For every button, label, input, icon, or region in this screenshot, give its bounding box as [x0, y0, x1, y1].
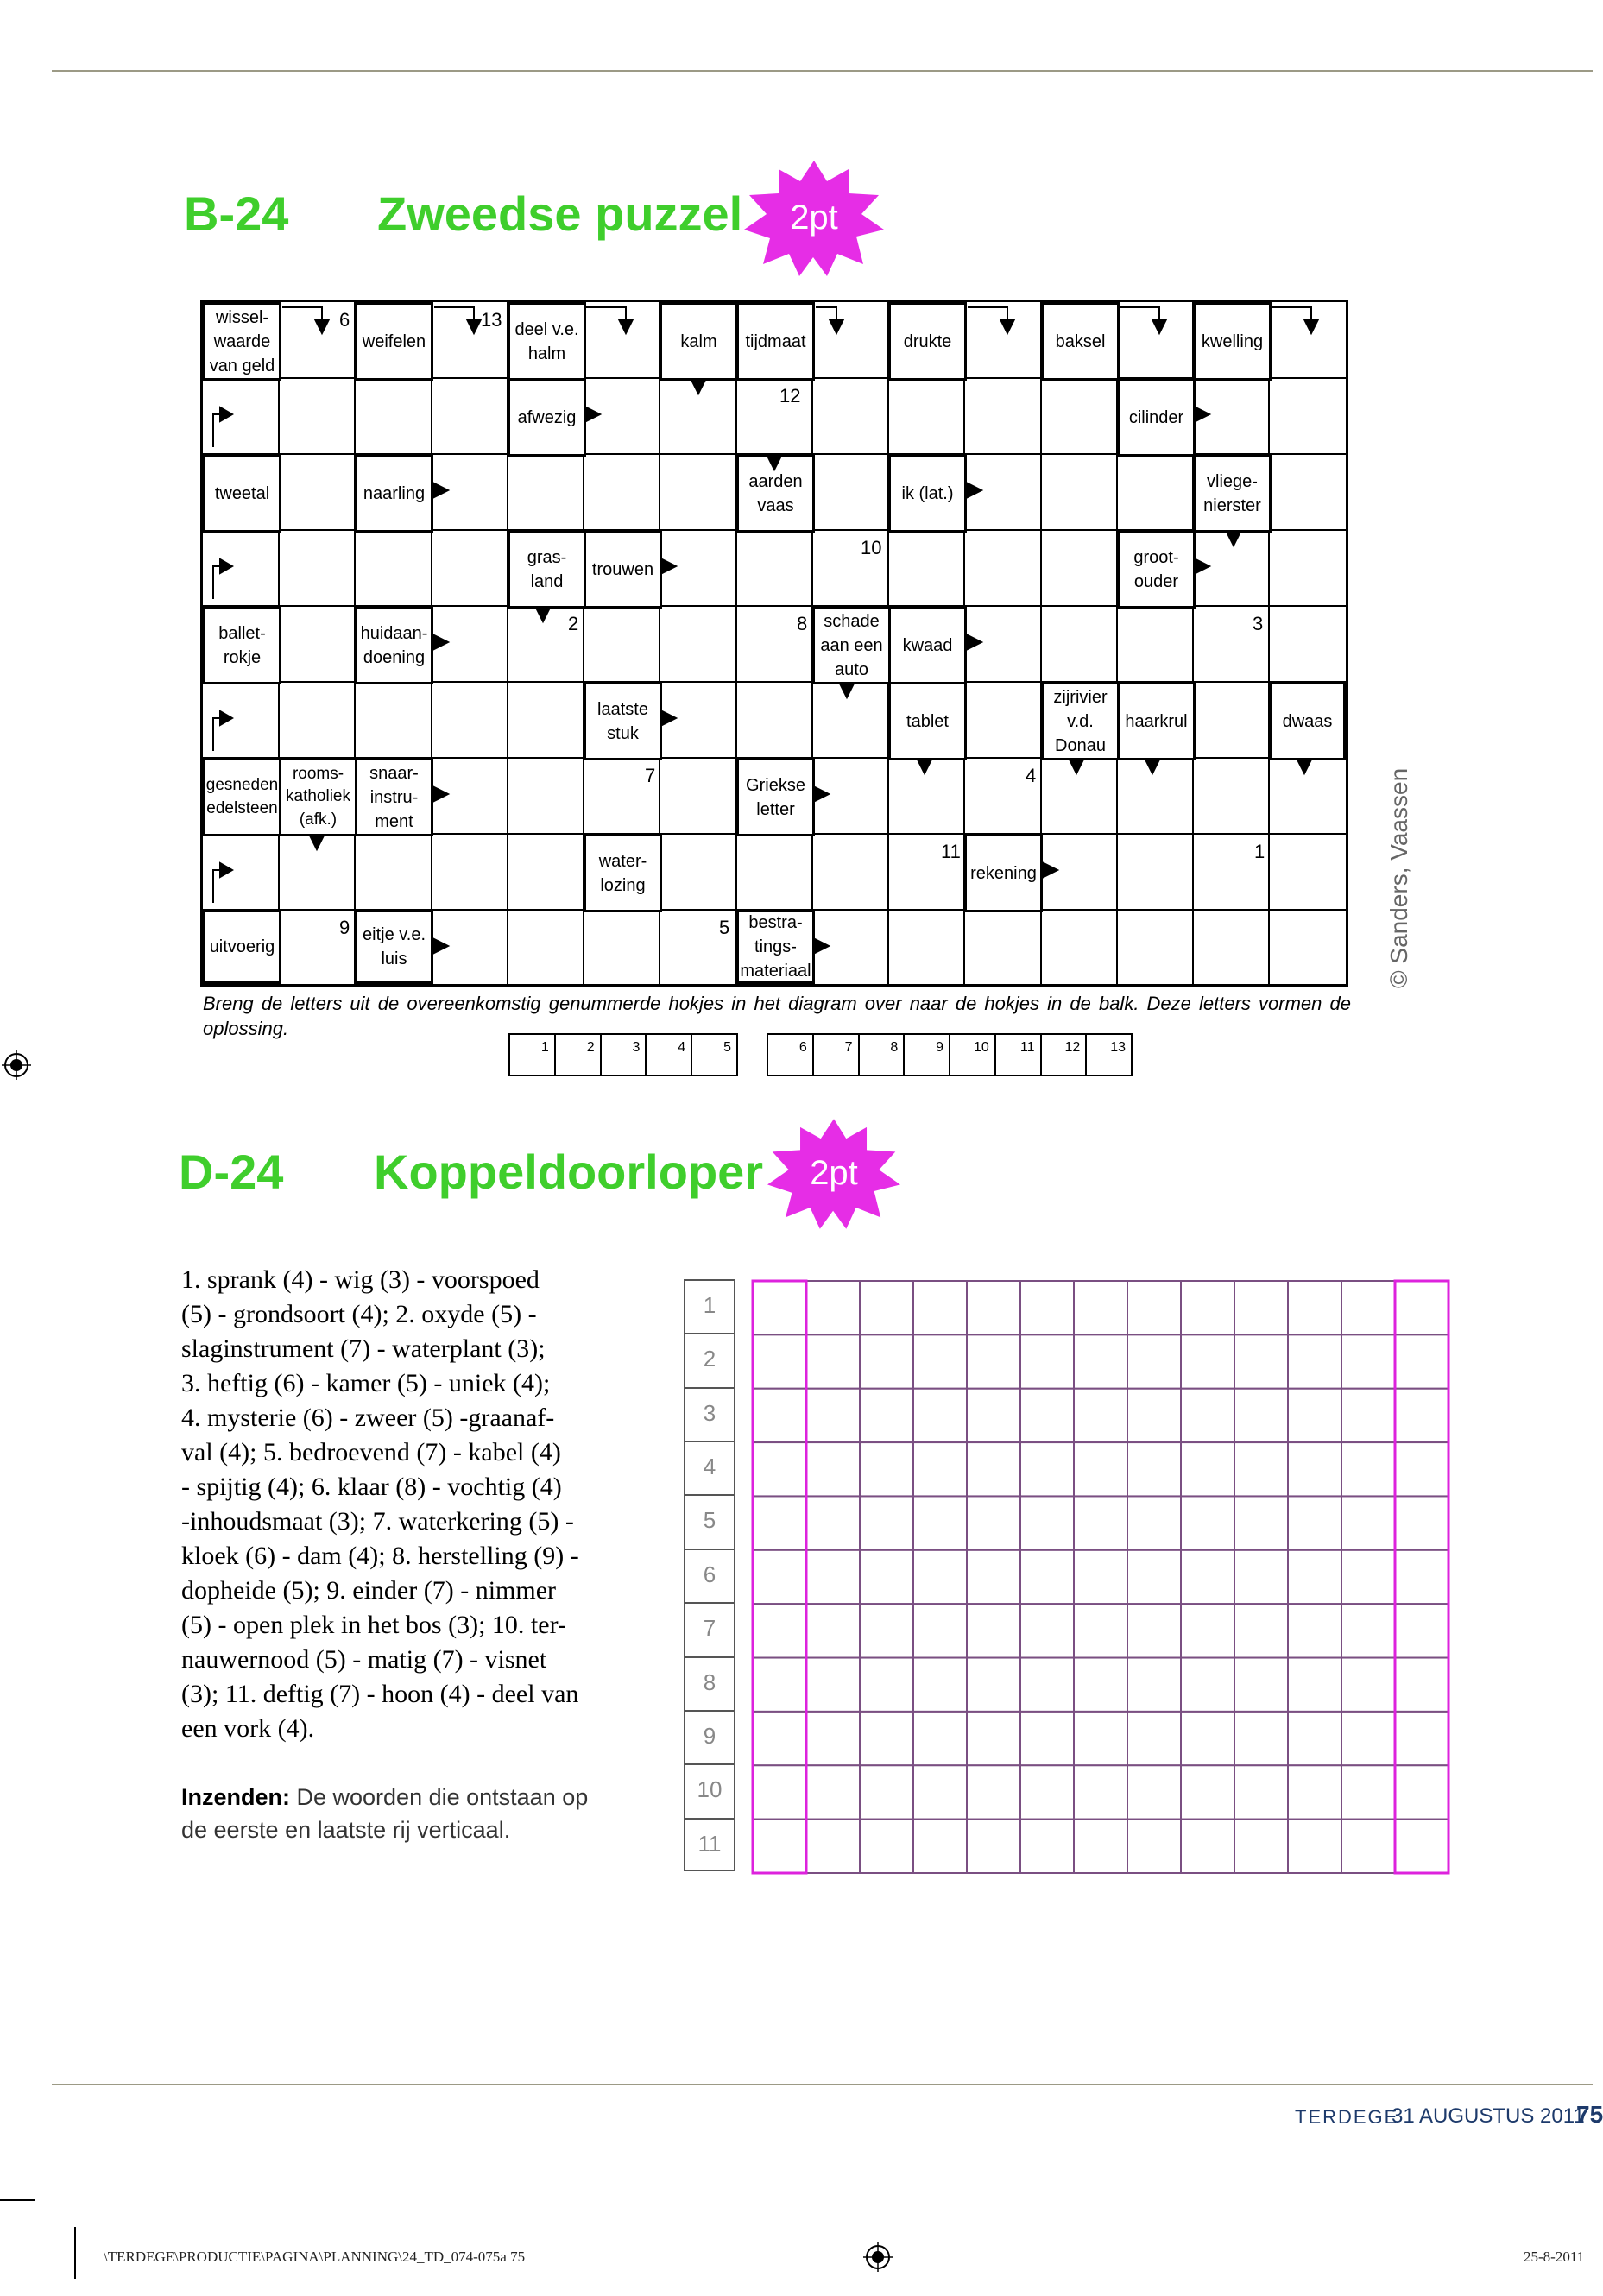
- top-rule: [52, 70, 1593, 72]
- grid-cell[interactable]: [1234, 1658, 1288, 1712]
- grid-cell[interactable]: [806, 1550, 860, 1604]
- grid-cell[interactable]: [1074, 1765, 1127, 1819]
- grid-cell[interactable]: [1234, 1281, 1288, 1334]
- grid-cell[interactable]: [967, 1820, 1020, 1873]
- clue-cell: deel v.e. halm: [508, 302, 586, 381]
- clue-cell: trouwen: [584, 530, 662, 609]
- grid-cell[interactable]: [1127, 1442, 1181, 1496]
- grid-cell[interactable]: [1341, 1550, 1395, 1604]
- grid-cell[interactable]: [1395, 1550, 1448, 1604]
- grid-cell[interactable]: [1074, 1281, 1127, 1334]
- solution-cell[interactable]: 11: [996, 1035, 1042, 1075]
- cell-number: 3: [1253, 613, 1264, 634]
- clue-cell: laatste stuk: [584, 682, 662, 760]
- solution-cell[interactable]: 7: [814, 1035, 860, 1075]
- cell-number: 8: [797, 613, 808, 634]
- footer-date: 31 AUGUSTUS 2011: [1392, 2104, 1585, 2128]
- grid-cell[interactable]: [860, 1712, 913, 1765]
- cell-number: 7: [645, 765, 656, 786]
- grid-cell[interactable]: [913, 1496, 967, 1549]
- grid-cell[interactable]: [1181, 1389, 1234, 1442]
- grid-cell[interactable]: [1127, 1281, 1181, 1334]
- puzzle1-title: Zweedse puzzel: [377, 186, 743, 241]
- grid-cell[interactable]: [1127, 1604, 1181, 1657]
- grid-cell[interactable]: [1074, 1658, 1127, 1712]
- grid-cell[interactable]: [860, 1820, 913, 1873]
- row-number: 6: [684, 1549, 735, 1602]
- grid-cell[interactable]: [1288, 1550, 1341, 1604]
- solution-cell[interactable]: 5: [723, 1040, 731, 1055]
- grid-cell[interactable]: [1020, 1389, 1074, 1442]
- solution-cell[interactable]: 9: [905, 1035, 950, 1075]
- solution-bar-right[interactable]: [767, 1033, 1133, 1076]
- grid-cell[interactable]: [860, 1389, 913, 1442]
- grid-cell[interactable]: [913, 1765, 967, 1819]
- row-number: 10: [684, 1763, 735, 1817]
- cell-number: 6: [339, 309, 350, 331]
- grid-cell[interactable]: [1234, 1604, 1288, 1657]
- solution-bar-left[interactable]: [508, 1033, 738, 1076]
- grid-cell[interactable]: [1181, 1334, 1234, 1388]
- grid-cell[interactable]: [1288, 1820, 1341, 1873]
- grid-cell[interactable]: [753, 1550, 806, 1604]
- registration-mark-icon: [863, 2242, 893, 2272]
- clue-cell: dwaas: [1269, 682, 1346, 760]
- grid-cell[interactable]: [860, 1496, 913, 1549]
- clue-cell: tablet: [888, 682, 967, 760]
- grid-cell[interactable]: [913, 1820, 967, 1873]
- cell-number: 5: [719, 917, 730, 938]
- registration-mark-icon: [2, 1050, 31, 1080]
- grid-cell[interactable]: [1234, 1820, 1288, 1873]
- solution-cell[interactable]: 10: [950, 1035, 996, 1075]
- grid-cell[interactable]: [806, 1281, 860, 1334]
- grid-cell[interactable]: [1341, 1820, 1395, 1873]
- clue-cell: gras- land: [508, 530, 586, 609]
- grid-cell[interactable]: [967, 1712, 1020, 1765]
- puzzle1-code: B-24: [184, 186, 289, 241]
- grid-cell[interactable]: [1395, 1281, 1448, 1334]
- grid-cell[interactable]: [913, 1442, 967, 1496]
- clue-cell: aarden vaas: [736, 454, 815, 533]
- clue-cell: vliege- nierster: [1193, 454, 1272, 533]
- grid-cell[interactable]: [1288, 1389, 1341, 1442]
- grid-cell[interactable]: [1395, 1820, 1448, 1873]
- footer-brand: TERDEGE: [1295, 2106, 1399, 2128]
- grid-cell[interactable]: [1234, 1550, 1288, 1604]
- clue-cell: gesneden edelsteen: [203, 758, 281, 836]
- cell-number: 2: [568, 613, 579, 634]
- grid-cell[interactable]: [1288, 1496, 1341, 1549]
- grid-cell[interactable]: [1341, 1658, 1395, 1712]
- solution-cell[interactable]: 1: [510, 1035, 556, 1075]
- grid-cell[interactable]: [1074, 1604, 1127, 1657]
- puzzle2-code: D-24: [179, 1145, 284, 1199]
- slug-path: \TERDEGE\PRODUCTIE\PAGINA\PLANNING\24_TD_074-075a 75: [104, 2249, 526, 2265]
- grid-cell[interactable]: [1288, 1334, 1341, 1388]
- grid-cell[interactable]: [1341, 1712, 1395, 1765]
- grid-cell[interactable]: [1020, 1712, 1074, 1765]
- clue-cell: naarling: [355, 454, 433, 533]
- grid-cell[interactable]: [860, 1334, 913, 1388]
- grid-cell[interactable]: [1074, 1550, 1127, 1604]
- grid-cell[interactable]: [1074, 1496, 1127, 1549]
- grid-cell[interactable]: [1288, 1604, 1341, 1657]
- solution-cell[interactable]: 12: [1042, 1035, 1088, 1075]
- grid-cell[interactable]: [1395, 1442, 1448, 1496]
- grid-cell[interactable]: [1341, 1442, 1395, 1496]
- grid-cell[interactable]: [806, 1334, 860, 1388]
- grid-cell[interactable]: [806, 1496, 860, 1549]
- grid-cell[interactable]: [1341, 1496, 1395, 1549]
- grid-cell[interactable]: [1234, 1765, 1288, 1819]
- grid-cell[interactable]: [1020, 1281, 1074, 1334]
- grid-cell[interactable]: [913, 1712, 967, 1765]
- puzzle1-instructions: Breng de letters uit de overeenkomstig genummerde hokjes in het diagram over naar de hokjes in de balk. Deze letters vormen de oplossing.: [203, 993, 1351, 1039]
- row-number: 11: [684, 1818, 735, 1871]
- grid-cell[interactable]: [967, 1281, 1020, 1334]
- clue-cell: snaar- instru- ment: [355, 758, 433, 836]
- row-number: 9: [684, 1710, 735, 1763]
- grid-cell[interactable]: [1074, 1712, 1127, 1765]
- clue-arrows: [203, 302, 1346, 984]
- grid-cell[interactable]: [753, 1334, 806, 1388]
- clue-cell: bestra- tings- materiaal: [736, 910, 815, 984]
- grid-cell[interactable]: [753, 1389, 806, 1442]
- slug-date: 25-8-2011: [1524, 2249, 1585, 2265]
- page-number: 75: [1576, 2101, 1603, 2128]
- grid-cell[interactable]: [1395, 1334, 1448, 1388]
- clue-cell: ik (lat.): [888, 454, 967, 533]
- clue-cell: kwaad: [888, 606, 967, 684]
- grid-cell[interactable]: [1181, 1658, 1234, 1712]
- grid-cell[interactable]: [1341, 1604, 1395, 1657]
- grid-cell[interactable]: [1234, 1496, 1288, 1549]
- grid-cell[interactable]: [1341, 1281, 1395, 1334]
- grid-cell[interactable]: [1127, 1334, 1181, 1388]
- grid-cell[interactable]: [1288, 1712, 1341, 1765]
- solution-cell[interactable]: 8: [860, 1035, 906, 1075]
- solution-cell[interactable]: 2: [556, 1035, 602, 1075]
- solution-cell[interactable]: 13: [1110, 1040, 1126, 1055]
- copyright: © Sanders, Vaassen: [1385, 767, 1412, 988]
- puzzle2-points-badge: 2pt: [767, 1116, 900, 1232]
- row-number: 8: [684, 1656, 735, 1710]
- grid-cell[interactable]: [1020, 1765, 1074, 1819]
- cell-number: 10: [861, 537, 882, 558]
- grid-cell[interactable]: [1395, 1712, 1448, 1765]
- grid-cell[interactable]: [1020, 1604, 1074, 1657]
- grid-cell[interactable]: [967, 1389, 1020, 1442]
- grid-cell[interactable]: [806, 1820, 860, 1873]
- grid-cell[interactable]: [806, 1658, 860, 1712]
- grid-cell[interactable]: [967, 1334, 1020, 1388]
- clue-cell: tijdmaat: [736, 302, 815, 381]
- grid-cell[interactable]: [1234, 1389, 1288, 1442]
- grid-cell[interactable]: [1020, 1496, 1074, 1549]
- grid-cell[interactable]: [1181, 1496, 1234, 1549]
- clue-cell: uitvoerig: [203, 910, 281, 984]
- clue-cell: kalm: [660, 302, 738, 381]
- submit-instructions: Inzenden: De woorden die ontstaan op de eerste en laatste rij verticaal.: [181, 1784, 589, 1843]
- grid-cell[interactable]: [1181, 1765, 1234, 1819]
- grid-cell[interactable]: [860, 1658, 913, 1712]
- grid-cell[interactable]: [1127, 1658, 1181, 1712]
- row-number: 3: [684, 1387, 735, 1441]
- grid-cell[interactable]: [806, 1604, 860, 1657]
- clue-cell: tweetal: [203, 454, 281, 533]
- grid-cell[interactable]: [967, 1604, 1020, 1657]
- grid-cell[interactable]: [913, 1658, 967, 1712]
- clue-cell: eitje v.e. luis: [355, 910, 433, 984]
- grid-cell[interactable]: [753, 1765, 806, 1819]
- grid-cell[interactable]: [860, 1765, 913, 1819]
- grid-cell[interactable]: [1074, 1442, 1127, 1496]
- grid-cell[interactable]: [753, 1658, 806, 1712]
- bottom-rule: [52, 2084, 1593, 2085]
- grid-cell[interactable]: [753, 1712, 806, 1765]
- grid-cell[interactable]: [753, 1820, 806, 1873]
- grid-cell[interactable]: [1020, 1550, 1074, 1604]
- cell-number: 9: [339, 917, 350, 938]
- grid-cell[interactable]: [1020, 1820, 1074, 1873]
- grid-cell[interactable]: [1181, 1442, 1234, 1496]
- grid-cell[interactable]: [1074, 1389, 1127, 1442]
- grid-cell[interactable]: [1181, 1604, 1234, 1657]
- grid-cell[interactable]: [1341, 1765, 1395, 1819]
- grid-cell[interactable]: [913, 1550, 967, 1604]
- grid-cell[interactable]: [1074, 1820, 1127, 1873]
- grid-cell[interactable]: [753, 1604, 806, 1657]
- koppeldoorloper-grid[interactable]: [751, 1279, 1450, 1875]
- clue-cell: ballet- rokje: [203, 606, 281, 684]
- grid-cell[interactable]: [967, 1658, 1020, 1712]
- row-number: 2: [684, 1333, 735, 1386]
- grid-cell[interactable]: [1181, 1281, 1234, 1334]
- grid-cell[interactable]: [1234, 1334, 1288, 1388]
- clue-cell: afwezig: [508, 378, 586, 457]
- grid-cell[interactable]: [1181, 1820, 1234, 1873]
- row-number: 7: [684, 1602, 735, 1656]
- grid-cell[interactable]: [753, 1442, 806, 1496]
- crop-mark: [0, 2199, 35, 2201]
- clue-cell: weifelen: [355, 302, 433, 381]
- grid-cell[interactable]: [806, 1712, 860, 1765]
- clue-cell: wissel- waarde van geld: [203, 302, 281, 381]
- grid-cell[interactable]: [1395, 1658, 1448, 1712]
- clue-cell: groot- ouder: [1117, 530, 1196, 609]
- grid-cell[interactable]: [1127, 1712, 1181, 1765]
- grid-cell[interactable]: [1288, 1281, 1341, 1334]
- grid-cell[interactable]: [1395, 1496, 1448, 1549]
- grid-cell[interactable]: [1234, 1712, 1288, 1765]
- grid-cell[interactable]: [1395, 1389, 1448, 1442]
- swedish-crossword-grid[interactable]: [200, 300, 1348, 987]
- cell-number: 11: [941, 841, 961, 862]
- koppeldoorloper-clues: 1. sprank (4) - wig (3) - voorspoed (5) - grondsoort (4); 2. oxyde (5) - slaginstrument (7) - waterplant (3); 3. heftig (6) - kamer (5) - uniek (4); 4. mysterie (6) - zweer (5) -graanaf- val (4); 5. bedroevend (7) - kabel (4) - spijtig (4); 6. klaar (8) - vochtig (4) -inhoudsmaat (3); 7. waterkering (5) - kloek (6) - dam (4); 8. herstelling (9) - dopheide (5); 9. einder (7) - nimmer (5) - open plek in het bos (3); 10. ter- nauwernood (5) - matig (7) - visnet (3); 11. deftig (7) - hoon (4) - deel van een vork (4).: [181, 1265, 579, 1743]
- clue-cell: baksel: [1041, 302, 1120, 381]
- grid-cell[interactable]: [1181, 1550, 1234, 1604]
- clue-cell: huidaan- doening: [355, 606, 433, 684]
- grid-cell[interactable]: [1020, 1442, 1074, 1496]
- grid-cell[interactable]: [860, 1281, 913, 1334]
- grid-cell[interactable]: [1020, 1658, 1074, 1712]
- puzzle2-title: Koppeldoorloper: [374, 1145, 764, 1199]
- clue-cell: schade aan een auto: [812, 606, 891, 684]
- grid-cell[interactable]: [1127, 1550, 1181, 1604]
- grid-cell[interactable]: [806, 1765, 860, 1819]
- grid-cell[interactable]: [913, 1604, 967, 1657]
- puzzle1-points-badge: 2pt: [744, 161, 884, 276]
- grid-cell[interactable]: [1234, 1442, 1288, 1496]
- solution-cell[interactable]: 6: [768, 1035, 814, 1075]
- grid-cell[interactable]: [967, 1765, 1020, 1819]
- clue-cell: rooms- katholiek (afk.): [279, 758, 357, 836]
- crop-mark: [74, 2227, 76, 2279]
- grid-cell[interactable]: [967, 1496, 1020, 1549]
- cell-number: 4: [1026, 765, 1037, 786]
- grid-cell[interactable]: [1288, 1658, 1341, 1712]
- grid-cell[interactable]: [1127, 1389, 1181, 1442]
- grid-cell[interactable]: [1395, 1604, 1448, 1657]
- row-numbers: [684, 1279, 735, 1871]
- grid-cell[interactable]: [806, 1442, 860, 1496]
- grid-cell[interactable]: [913, 1281, 967, 1334]
- clue-cell: cilinder: [1117, 378, 1196, 457]
- clue-cell: water- lozing: [584, 834, 662, 912]
- grid-cell[interactable]: [860, 1442, 913, 1496]
- grid-cell[interactable]: [860, 1550, 913, 1604]
- clue-cell: Griekse letter: [736, 758, 815, 836]
- grid-cell[interactable]: [806, 1389, 860, 1442]
- grid-cell[interactable]: [753, 1496, 806, 1549]
- grid-cell[interactable]: [1181, 1712, 1234, 1765]
- solution-cell[interactable]: 3: [602, 1035, 647, 1075]
- solution-cell[interactable]: 4: [647, 1035, 692, 1075]
- row-number: 5: [684, 1494, 735, 1548]
- row-number: 4: [684, 1441, 735, 1494]
- grid-cell[interactable]: [753, 1281, 806, 1334]
- grid-cell[interactable]: [1288, 1442, 1341, 1496]
- cell-number: 1: [1254, 841, 1265, 862]
- grid-cell[interactable]: [913, 1389, 967, 1442]
- grid-cell[interactable]: [1288, 1765, 1341, 1819]
- cell-number: 12: [779, 385, 801, 407]
- grid-cell[interactable]: [1395, 1765, 1448, 1819]
- clue-cell: rekening: [964, 834, 1043, 912]
- grid-cell[interactable]: [1127, 1496, 1181, 1549]
- cell-number: 13: [481, 309, 502, 331]
- grid-cell[interactable]: [860, 1604, 913, 1657]
- grid-cell[interactable]: [1341, 1389, 1395, 1442]
- clue-cell: drukte: [888, 302, 967, 381]
- grid-cell[interactable]: [1127, 1820, 1181, 1873]
- grid-cell[interactable]: [1341, 1334, 1395, 1388]
- clue-cell: kwelling: [1193, 302, 1272, 381]
- grid-cell[interactable]: [1127, 1765, 1181, 1819]
- grid-cell[interactable]: [1020, 1334, 1074, 1388]
- grid-cell[interactable]: [1074, 1334, 1127, 1388]
- row-number: 1: [684, 1279, 735, 1333]
- clue-cell: zijrivier v.d. Donau: [1041, 682, 1120, 760]
- clue-cell: haarkrul: [1117, 682, 1196, 760]
- grid-cell[interactable]: [967, 1442, 1020, 1496]
- grid-cell[interactable]: [913, 1334, 967, 1388]
- grid-cell[interactable]: [967, 1550, 1020, 1604]
